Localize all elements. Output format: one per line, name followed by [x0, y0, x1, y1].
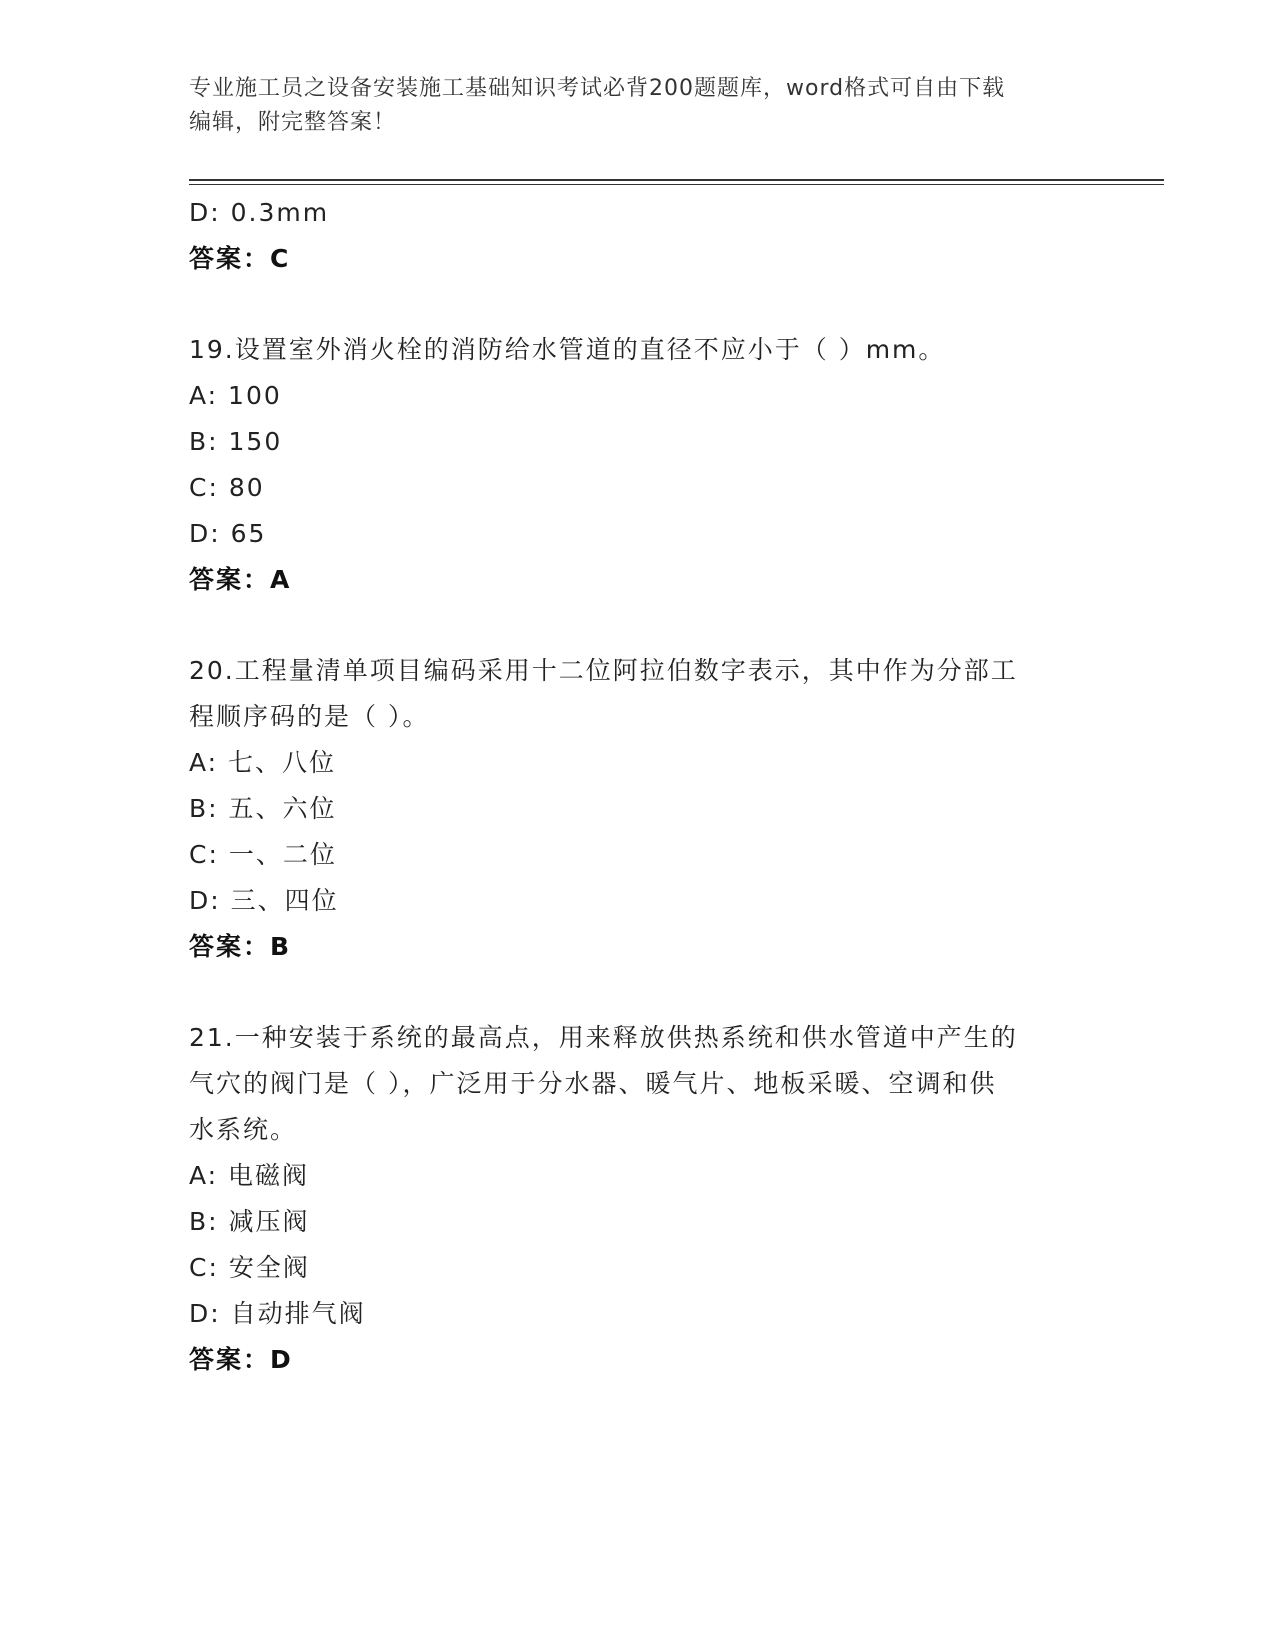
question-19	[189, 327, 1089, 603]
answer-line	[189, 924, 1089, 970]
question-21	[189, 1015, 1089, 1383]
question-20	[189, 648, 1089, 970]
question-text: 21.一种安装于系统的最高点，用来释放供热系统和供水管道中产生的	[189, 1023, 1018, 1052]
answer-line	[189, 1337, 1089, 1383]
header-title-line-2: 编辑，附完整答案！	[189, 110, 397, 135]
option-c: C: 安全阀	[189, 1253, 310, 1282]
header-title-line-1: 专业施工员之设备安装施工基础知识考试必背200题题库，word格式可自由下载	[189, 76, 1006, 101]
option-d: D: 自动排气阀	[189, 1299, 366, 1328]
option-b: B: 150	[189, 427, 283, 456]
question-spacer	[189, 282, 1089, 327]
option-a: A: 七、八位	[189, 748, 337, 777]
option-a: A: 电磁阀	[189, 1161, 310, 1190]
page-header	[189, 72, 1069, 140]
header-rule-thick	[189, 179, 1164, 181]
question-text: 水系统。	[189, 1115, 298, 1144]
answer-line	[189, 236, 1089, 282]
question-text: 20.工程量清单项目编码采用十二位阿拉伯数字表示，其中作为分部工	[189, 656, 1018, 685]
question-text: 19.设置室外消火栓的消防给水管道的直径不应小于（ ）mm。	[189, 335, 946, 364]
option-a: A: 100	[189, 381, 282, 410]
answer-label: 答案：	[189, 565, 271, 594]
answer-value: A	[270, 565, 290, 594]
answer-value: B	[270, 932, 290, 961]
question-18-fragment	[189, 190, 1089, 282]
answer-label: 答案：	[189, 1345, 271, 1374]
option-d: D: 65	[189, 519, 267, 548]
header-rule-thin	[189, 184, 1164, 185]
answer-line	[189, 557, 1089, 603]
option-d: D: 0.3mm	[189, 198, 330, 227]
answer-value: D	[270, 1345, 291, 1374]
option-b: B: 五、六位	[189, 794, 337, 823]
question-text: 程顺序码的是（ ）。	[189, 702, 430, 731]
answer-label: 答案：	[189, 932, 271, 961]
answer-value: C	[270, 244, 289, 273]
question-spacer	[189, 970, 1089, 1015]
question-list	[189, 190, 1089, 1383]
question-spacer	[189, 603, 1089, 648]
option-c: C: 一、二位	[189, 840, 337, 869]
answer-label: 答案：	[189, 244, 271, 273]
option-c: C: 80	[189, 473, 265, 502]
option-b: B: 减压阀	[189, 1207, 310, 1236]
option-d: D: 三、四位	[189, 886, 339, 915]
question-text: 气穴的阀门是（ ），广泛用于分水器、暖气片、地板采暖、空调和供	[189, 1069, 997, 1098]
